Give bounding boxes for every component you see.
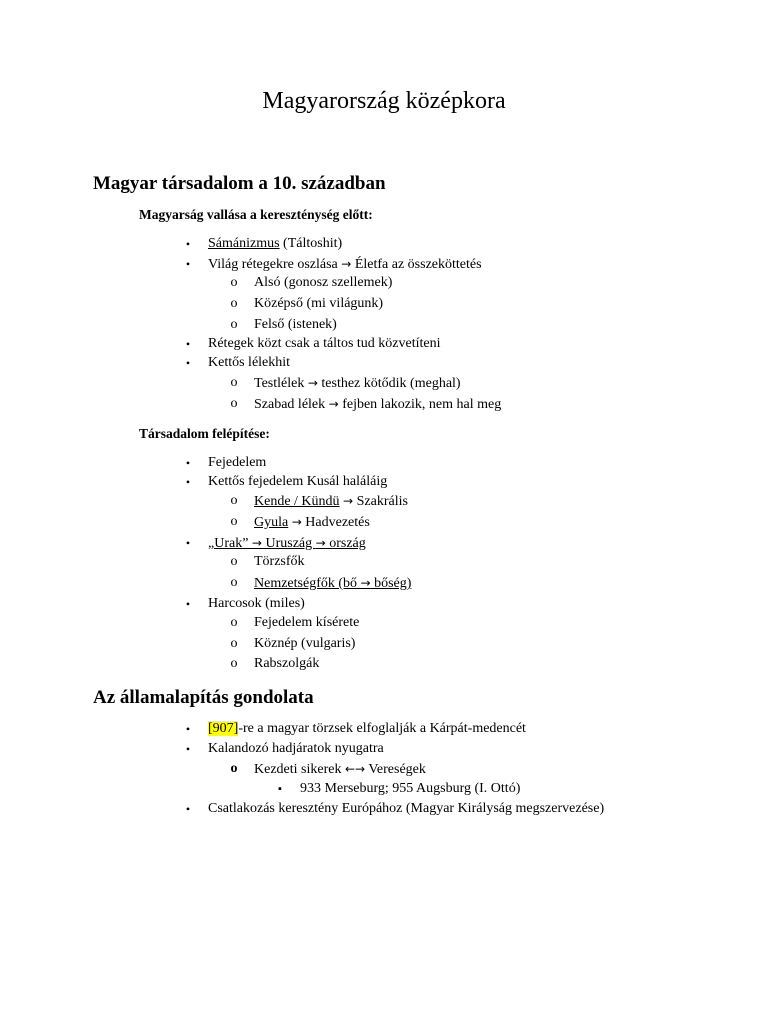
circle-bullet-glyph: o <box>230 375 238 390</box>
list-item: Nemzetségfők (bő → bőség) <box>254 576 412 591</box>
list-item: Törzsfők <box>254 554 305 569</box>
list-item: Kalandozó hadjáratok nyugatra <box>208 741 384 756</box>
bullet-glyph: • <box>185 742 191 756</box>
list-item: Sámánizmus (Táltoshit) <box>208 236 343 251</box>
arrow-right-icon: → <box>355 762 366 776</box>
list-item: Fejedelem <box>208 455 267 470</box>
list-item: 933 Merseburg; 955 Augsburg (I. Ottó) <box>300 781 521 796</box>
list-item: Rétegek közt csak a táltos tud közvetíteni <box>208 336 441 351</box>
subheading-society-structure: Társadalom felépítése: <box>139 426 270 441</box>
list-item: Gyula → Hadvezetés <box>254 515 370 530</box>
square-bullet-glyph: ▪ <box>278 783 282 795</box>
page-title: Magyarország középkora <box>262 88 506 114</box>
arrow-left-icon: ← <box>344 762 356 776</box>
bullet-glyph: • <box>185 237 191 251</box>
list-item: Felső (istenek) <box>254 317 337 332</box>
arrow-right-icon: → <box>360 576 371 590</box>
list-item: Csatlakozás keresztény Európához (Magyar Királyság megszervezése) <box>208 801 605 816</box>
bullet-glyph: • <box>185 475 191 489</box>
circle-bullet-glyph: o <box>230 396 238 411</box>
bullet-glyph: • <box>185 597 191 611</box>
list-item: Harcosok (miles) <box>208 596 305 611</box>
list-item-link-text: Sámánizmus <box>208 236 280 251</box>
circle-bullet-glyph: o <box>230 636 238 651</box>
circle-bullet-glyph: o <box>230 296 238 311</box>
bullet-glyph: • <box>185 536 191 550</box>
circle-bullet-glyph: o <box>230 656 238 671</box>
arrow-right-icon: → <box>291 515 302 529</box>
arrow-right-icon: → <box>315 536 326 550</box>
bullet-glyph: • <box>185 337 191 351</box>
circle-bullet-glyph: o <box>230 317 238 332</box>
bullet-glyph: • <box>185 722 191 736</box>
circle-bullet-glyph: o <box>230 493 238 508</box>
subheading-religion: Magyarság vallása a kereszténység előtt: <box>139 207 373 222</box>
bullet-glyph: • <box>185 356 191 370</box>
arrow-right-icon: → <box>328 397 339 411</box>
circle-bullet-glyph: o <box>230 615 238 630</box>
bullet-glyph: • <box>185 802 191 816</box>
list-item: Világ rétegekre oszlása → Életfa az összeköttetés <box>208 257 482 272</box>
list-item: Fejedelem kísérete <box>254 615 360 630</box>
arrow-right-icon: → <box>341 257 352 271</box>
highlighted-year: [907] <box>208 721 239 736</box>
circle-bullet-glyph: o <box>230 275 238 290</box>
list-item: Középső (mi világunk) <box>254 296 384 311</box>
circle-bullet-glyph: o <box>230 554 238 569</box>
bullet-glyph: • <box>185 257 191 271</box>
arrow-right-icon: → <box>307 376 318 390</box>
circle-bullet-glyph: o <box>230 575 238 590</box>
list-item: Kende / Kündü → Szakrális <box>254 494 408 509</box>
list-item: Testlélek → testhez kötődik (meghal) <box>254 376 461 391</box>
list-item: [907]-re a magyar törzsek elfoglalják a Kárpát-medencét <box>208 721 526 736</box>
arrow-right-icon: → <box>251 536 262 550</box>
circle-bullet-glyph: o <box>230 761 238 776</box>
list-item: Kettős lélekhit <box>208 355 291 370</box>
list-item: Rabszolgák <box>254 656 320 671</box>
list-item: „Urak” → Uruszág → ország <box>208 536 366 551</box>
list-item: Kezdeti sikerek ←→ Vereségek <box>254 762 426 777</box>
list-item: Alsó (gonosz szellemek) <box>254 275 393 290</box>
list-item: Kettős fejedelem Kusál haláláig <box>208 474 388 489</box>
section-heading-state-founding: Az államalapítás gondolata <box>93 687 314 708</box>
circle-bullet-glyph: o <box>230 514 238 529</box>
list-item: Köznép (vulgaris) <box>254 636 356 651</box>
bullet-glyph: • <box>185 456 191 470</box>
arrow-right-icon: → <box>343 494 354 508</box>
list-item: Szabad lélek → fejben lakozik, nem hal meg <box>254 397 502 412</box>
section-heading-society: Magyar társadalom a 10. században <box>93 173 386 194</box>
